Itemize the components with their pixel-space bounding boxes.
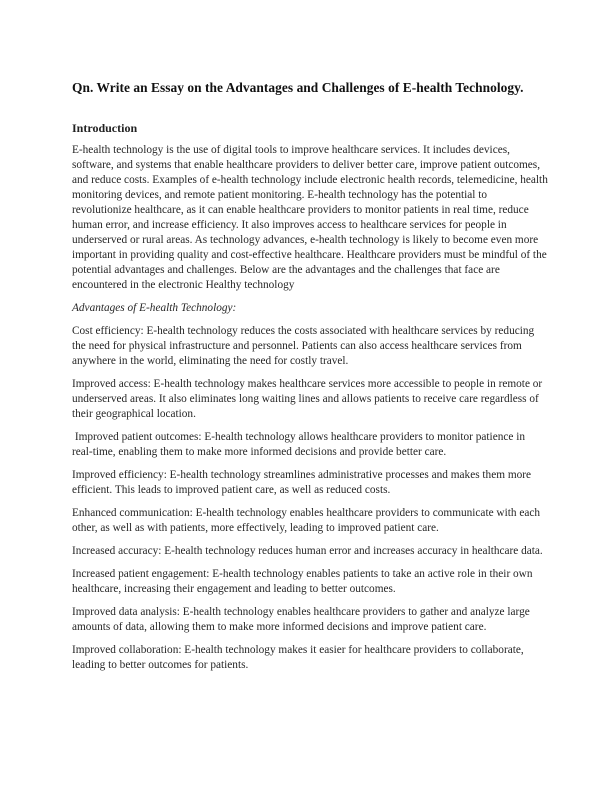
advantage-paragraph: Improved collaboration: E-health technology makes it easier for healthcare providers to collaborate, leading to better outcomes for patients. (72, 644, 524, 671)
advantage-paragraph: Improved patient outcomes: E-health technology allows healthcare providers to monitor patience in real-time, enabling them to make more informed decisions and provide better care. (72, 431, 528, 458)
introduction-paragraph: E-health technology is the use of digital tools to improve healthcare services. It includes devices, software, and systems that enable healthcare providers to deliver better care, improve patient outcomes, and reduce costs. Examples of e-health technology include electronic health records, telemedicine, health monitoring devices, and remote patient monitoring. E-health technology has the potential to revolutionize healthcare, as it can enable healthcare providers to monitor patients in real time, reduce human error, and increase efficiency. It also improves access to healthcare services for people in underserved or rural areas. As technology advances, e-health technology is likely to become even more important in providing quality and cost-effective healthcare. Healthcare providers must be mindful of the potential advantages and challenges. Below are the advantages and the challenges that face are encountered in the electronic Healthy technology (72, 144, 548, 291)
advantage-paragraph: Increased accuracy: E-health technology reduces human error and increases accuracy in healthcare data. (72, 545, 543, 557)
advantage-paragraph: Cost efficiency: E-health technology reduces the costs associated with healthcare services by reducing the need for physical infrastructure and personnel. Patients can also access healthcare services from anywhere in the world, eliminating the need for costly travel. (72, 325, 535, 367)
document-body (72, 143, 548, 681)
advantages-heading: Advantages of E-health Technology: (72, 302, 237, 314)
introduction-heading: Introduction (72, 121, 138, 135)
advantage-paragraph: Improved data analysis: E-health technology enables healthcare providers to gather and analyze large amounts of data, allowing them to make more informed decisions and improve patient care. (72, 606, 530, 633)
essay-title: Qn. Write an Essay on the Advantages and Challenges of E-health Technology. (72, 80, 524, 95)
advantage-paragraph: Increased patient engagement: E-health technology enables patients to take an active role in their own healthcare, increasing their engagement and leading to better outcomes. (72, 568, 533, 595)
advantage-paragraph: Improved access: E-health technology makes healthcare services more accessible to people in remote or underserved areas. It also eliminates long waiting lines and allows patients to receive care regardless of their geographical location. (72, 378, 543, 420)
advantage-paragraph: Enhanced communication: E-health technology enables healthcare providers to communicate with each other, as well as with patients, more effectively, leading to improved patient care. (72, 507, 541, 534)
advantage-paragraph: Improved efficiency: E-health technology streamlines administrative processes and makes them more efficient. This leads to improved patient care, as well as reduced costs. (72, 469, 532, 496)
